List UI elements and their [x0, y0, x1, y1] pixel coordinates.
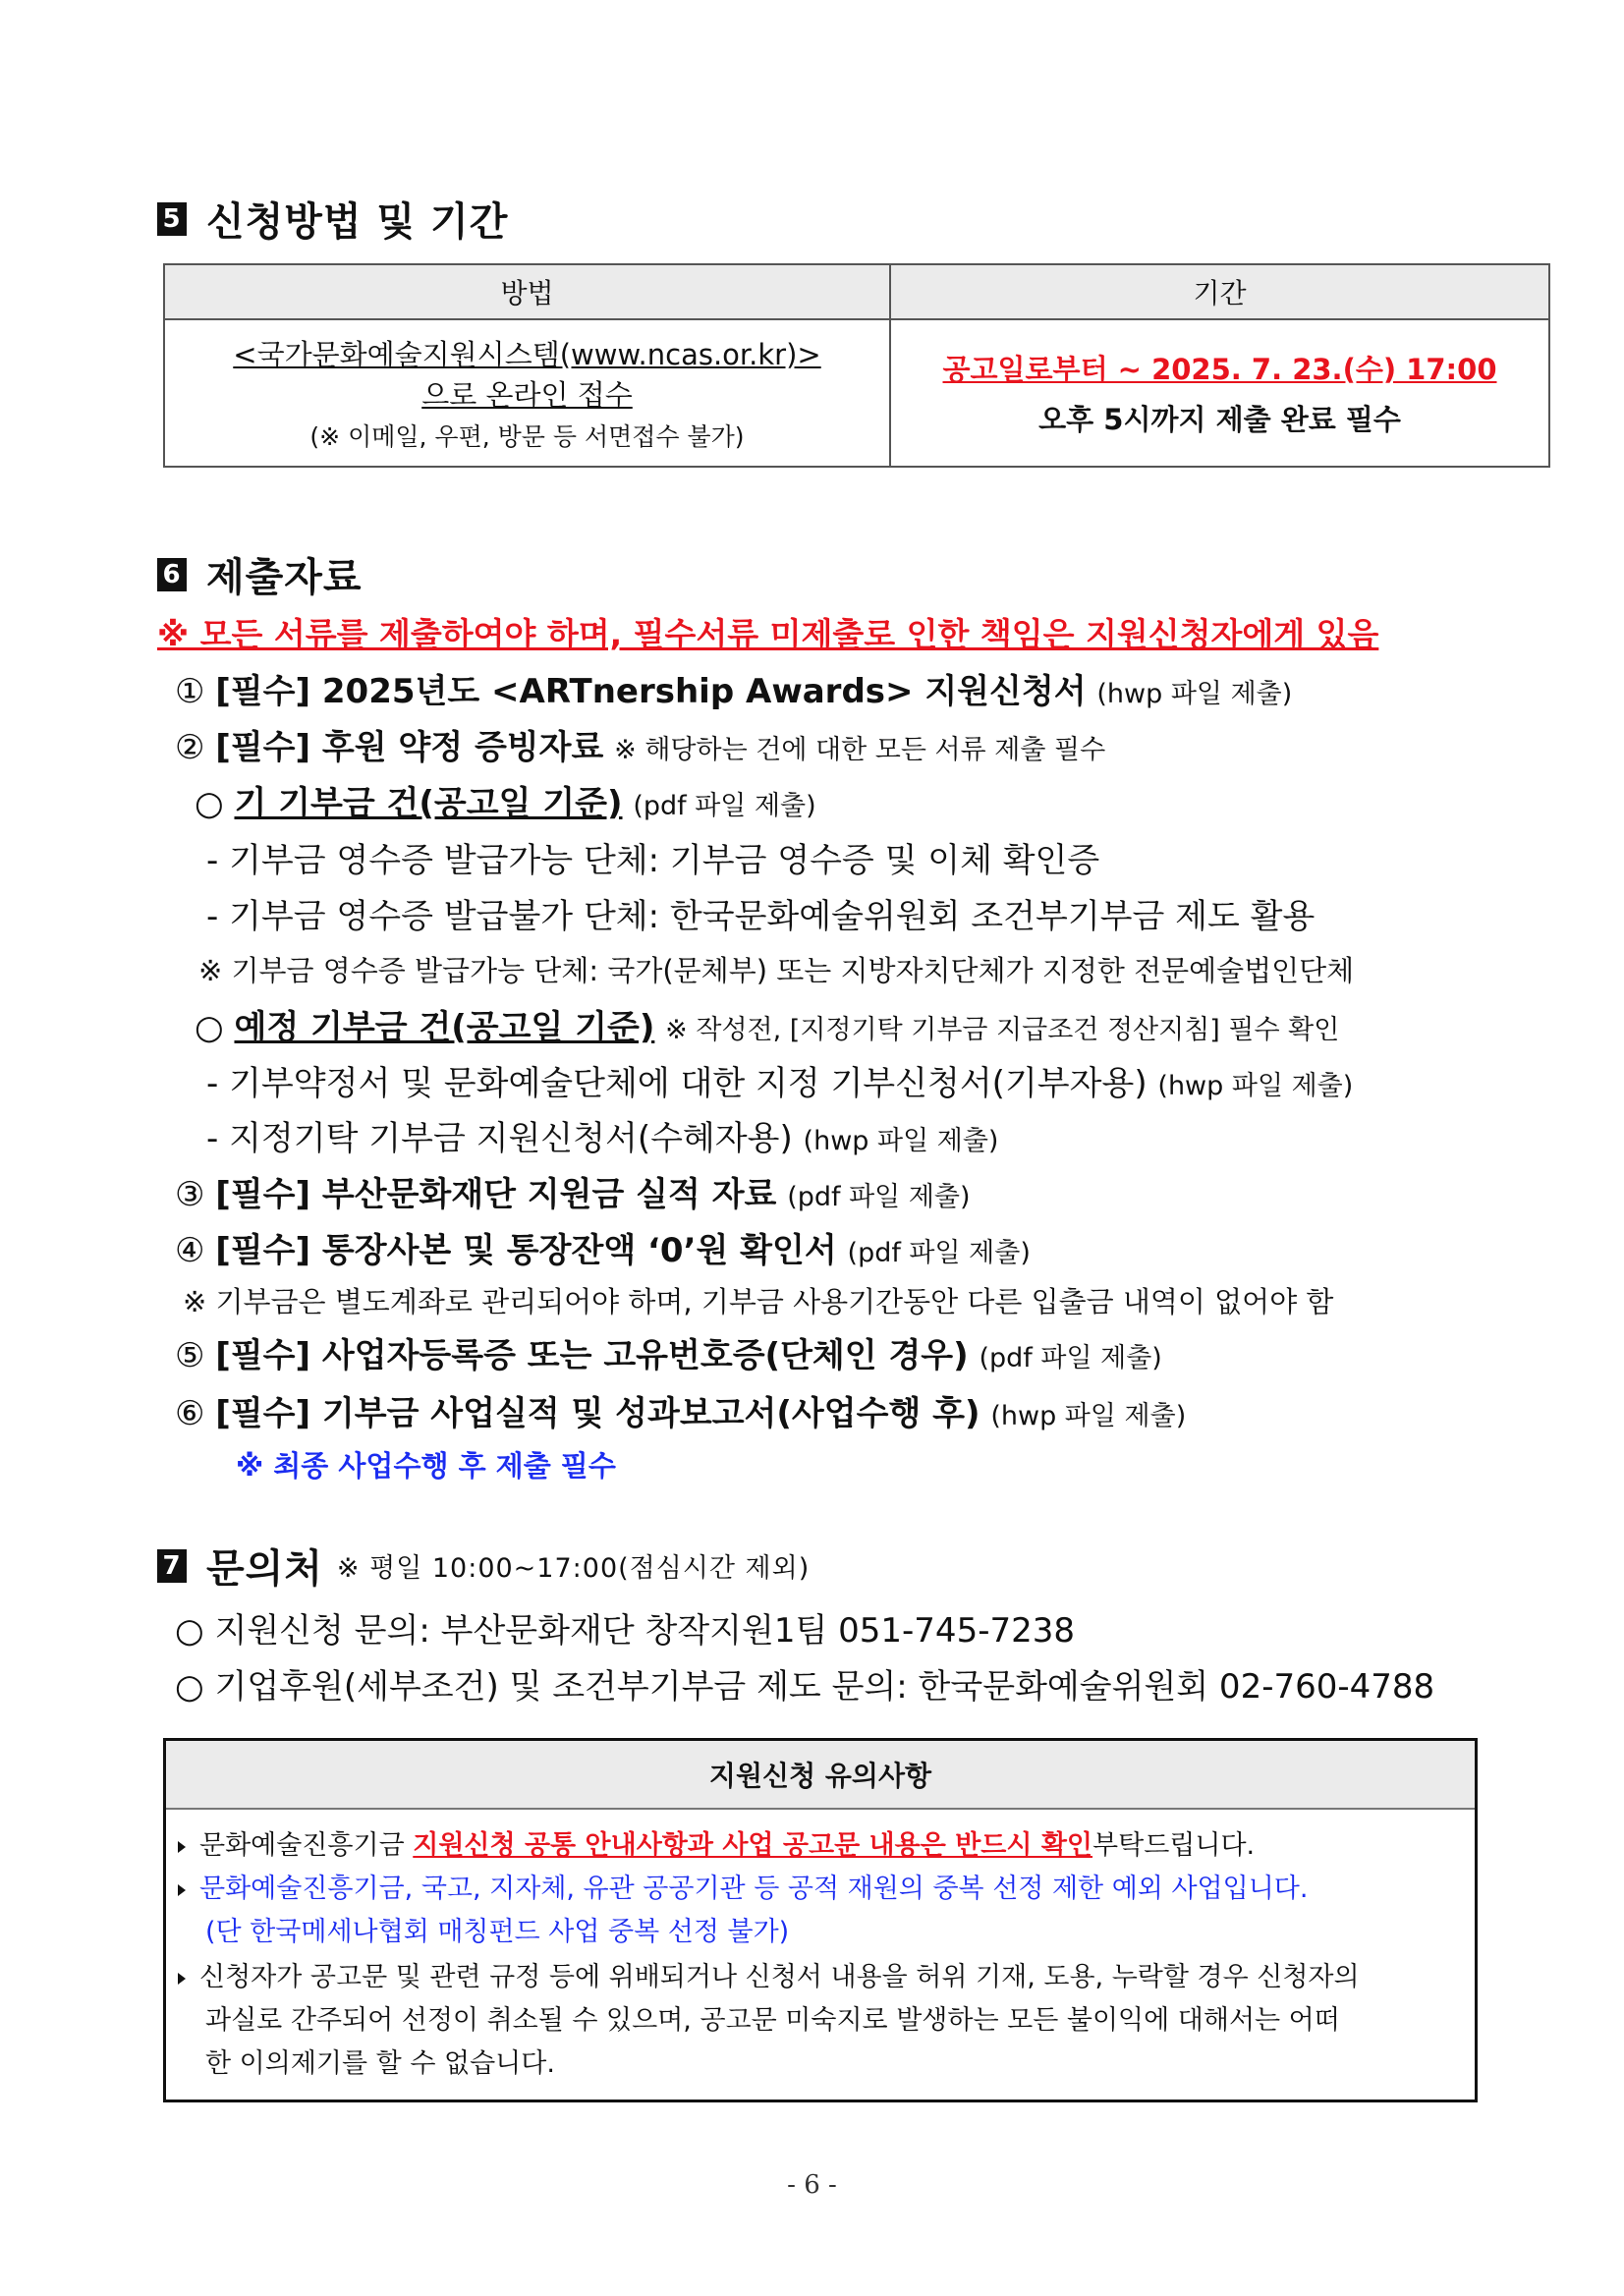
item-title: [필수] 후원 약정 증빙자료	[215, 728, 604, 767]
notice-box-title: 지원신청 유의사항	[166, 1741, 1475, 1810]
sub-a-line-1: - 기부금 영수증 발급가능 단체: 기부금 영수증 및 이체 확인증	[206, 841, 1100, 880]
section-title: 신청방법 및 기간	[206, 199, 509, 245]
item-5	[175, 1328, 1162, 1376]
sub-a-note: ※ 기부금 영수증 발급가능 단체: 국가(문체부) 또는 지방자치단체가 지정한 전문예술법인단체	[198, 954, 1355, 987]
item-note: ※ 해당하는 건에 대한 모든 서류 제출 필수	[614, 735, 1106, 765]
section-6-heading	[157, 546, 363, 602]
sub-title: 예정 기부금 건(공고일 기준)	[234, 1008, 655, 1047]
item-bullet: ④	[175, 1231, 205, 1270]
sub-b-line-1	[206, 1056, 1353, 1104]
item-4-note: ※ 기부금은 별도계좌로 관리되어야 하며, 기부금 사용기간동안 다른 입출금 내역이 없어야 함	[183, 1285, 1334, 1318]
notice-3-line-3: 한 이의제기를 할 수 없습니다.	[205, 2048, 555, 2079]
notice-bullet-2	[178, 1867, 1308, 1905]
item-title: [필수] 2025년도 <ARTnership Awards> 지원신청서	[215, 672, 1087, 711]
triangle-bullet-icon	[178, 1884, 186, 1896]
item-bullet: ⑤	[175, 1336, 205, 1375]
section-number-badge: 5	[157, 202, 187, 236]
section-7-heading	[157, 1538, 810, 1594]
contact-hours: ※ 평일 10:00~17:00(점심시간 제외)	[336, 1553, 811, 1584]
item-title: [필수] 기부금 사업실적 및 성과보고서(사업수행 후)	[215, 1394, 980, 1433]
table-cell-method	[164, 319, 890, 467]
item-bullet: ③	[175, 1175, 205, 1214]
sub-b-line-2-text: - 지정기탁 기부금 지원신청서(수혜자용)	[206, 1119, 793, 1158]
notice-2-line-2: (단 한국메세나협회 매칭펀드 사업 중복 선정 불가)	[205, 1917, 790, 1947]
method-online: 으로 온라인 접수	[421, 378, 633, 412]
item-bullet: ②	[175, 728, 205, 767]
submission-notice: ※ 모든 서류를 제출하여야 하며, 필수서류 미제출로 인한 책임은 지원신청자에게 있음	[157, 615, 1379, 653]
item-title: [필수] 사업자등록증 또는 고유번호증(단체인 경우)	[215, 1336, 969, 1375]
notice-1-emphasis: 지원신청 공통 안내사항과 사업 공고문 내용은 반드시 확인	[413, 1830, 1093, 1861]
section-number-badge: 7	[157, 1549, 187, 1583]
triangle-bullet-icon	[178, 1841, 186, 1853]
notice-bullet-3	[178, 1955, 1360, 1993]
sub-a-line-2: - 기부금 영수증 발급불가 단체: 한국문화예술위원회 조건부기부금 제도 활용	[206, 897, 1316, 936]
item-format: (pdf 파일 제출)	[787, 1182, 971, 1212]
notice-2-line-1: 문화예술진흥기금, 국고, 지자체, 유관 공공기관 등 공적 재원의 중복 선정 제한 예외 사업입니다.	[199, 1874, 1309, 1904]
sub-item-a	[195, 776, 816, 824]
item-bullet: ⑥	[175, 1394, 205, 1433]
notice-3-line-2: 과실로 간주되어 선정이 취소될 수 있으며, 공고문 미숙지로 발생하는 모든 불이익에 대해서는 어떠	[205, 2005, 1340, 2036]
page-number: - 6 -	[787, 2170, 837, 2200]
sub-b-line-1-text: - 기부약정서 및 문화예술단체에 대한 지정 기부신청서(기부자용)	[206, 1064, 1148, 1103]
sub-format: (pdf 파일 제출)	[633, 791, 816, 821]
application-notice-box	[163, 1738, 1478, 2102]
item-4	[175, 1223, 1031, 1271]
item-1	[175, 664, 1292, 712]
item-6	[175, 1386, 1186, 1434]
sub-bullet: ○	[195, 1008, 224, 1047]
sub-item-b	[195, 1000, 1339, 1048]
method-system-link[interactable]: <국가문화예술지원시스템(www.ncas.or.kr)>	[233, 338, 821, 371]
contact-1: ○ 지원신청 문의: 부산문화재단 창작지원1팀 051-745-7238	[175, 1611, 1075, 1651]
item-title: [필수] 부산문화재단 지원금 실적 자료	[215, 1175, 777, 1214]
sub-b-line-2	[206, 1111, 998, 1159]
item-3	[175, 1167, 971, 1215]
item-format: (hwp 파일 제출)	[1096, 679, 1293, 709]
application-method-table	[163, 263, 1550, 468]
item-bullet: ①	[175, 672, 205, 711]
table-cell-period	[890, 319, 1549, 467]
sub-note: ※ 작성전, [지정기탁 기부금 지급조건 정산지침] 필수 확인	[665, 1015, 1340, 1045]
sub-b-line-1-format: (hwp 파일 제출)	[1157, 1071, 1354, 1101]
section-number-badge: 6	[157, 558, 187, 591]
period-deadline: 공고일로부터 ~ 2025. 7. 23.(수) 17:00	[942, 353, 1497, 386]
notice-3-line-1: 신청자가 공고문 및 관련 규정 등에 위배되거나 신청서 내용을 허위 기재, 도용, 누락할 경우 신청자의	[199, 1962, 1360, 1992]
table-header-period: 기간	[890, 264, 1549, 319]
notice-bullet-1	[178, 1823, 1255, 1862]
notice-1-post: 부탁드립니다.	[1092, 1830, 1256, 1861]
sub-title: 기 기부금 건(공고일 기준)	[234, 784, 623, 823]
sub-bullet: ○	[195, 784, 224, 823]
section-5-heading	[157, 191, 508, 247]
period-note: 오후 5시까지 제출 완료 필수	[1038, 403, 1401, 436]
item-title: [필수] 통장사본 및 통장잔액 ‘0’원 확인서	[215, 1231, 837, 1270]
contact-2: ○ 기업후원(세부조건) 및 조건부기부금 제도 문의: 한국문화예술위원회 02-760-4788	[175, 1667, 1435, 1707]
item-6-note: ※ 최종 사업수행 후 제출 필수	[236, 1449, 616, 1483]
item-format: (pdf 파일 제출)	[979, 1343, 1162, 1373]
method-note: (※ 이메일, 우편, 방문 등 서면접수 불가)	[309, 422, 745, 451]
section-title: 제출자료	[206, 555, 363, 600]
triangle-bullet-icon	[178, 1973, 186, 1985]
section-title: 문의처	[206, 1546, 323, 1592]
notice-1-pre: 문화예술진흥기금	[199, 1830, 414, 1861]
item-format: (hwp 파일 제출)	[990, 1401, 1187, 1431]
item-2	[175, 720, 1105, 768]
sub-b-line-2-format: (hwp 파일 제출)	[803, 1126, 999, 1156]
item-format: (pdf 파일 제출)	[847, 1238, 1031, 1268]
table-header-method: 방법	[164, 264, 890, 319]
